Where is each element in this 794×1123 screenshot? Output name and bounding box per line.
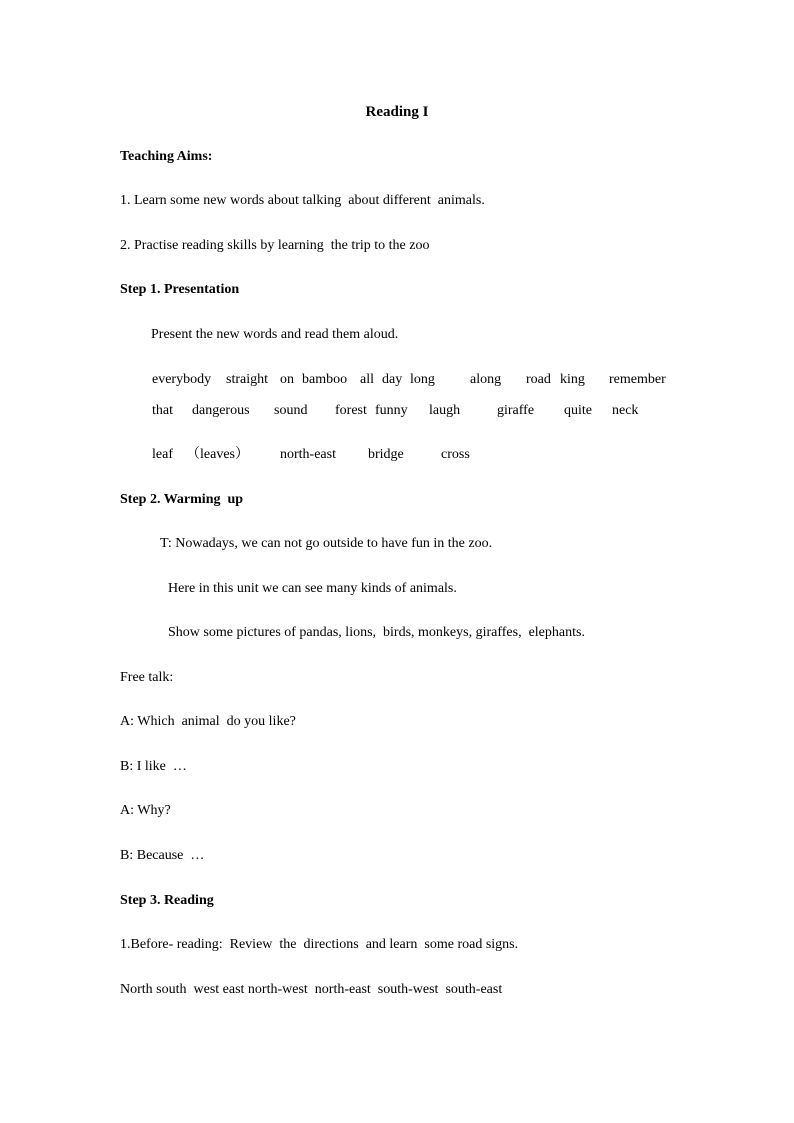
aim-2: 2. Practise reading skills by learning the trip to the zoo bbox=[120, 238, 430, 253]
dialogue-line-2: B: I like … bbox=[120, 759, 187, 774]
vocab-word: remember bbox=[609, 372, 666, 387]
step2-line-2: Here in this unit we can see many kinds of animals. bbox=[168, 581, 457, 596]
vocab-row-2 bbox=[0, 402, 794, 420]
vocab-word: long bbox=[410, 372, 435, 387]
aim-1: 1. Learn some new words about talking about different animals. bbox=[120, 193, 485, 208]
vocab-word: leaf bbox=[152, 447, 173, 462]
page-title: Reading I bbox=[365, 104, 429, 120]
step1-instruction: Present the new words and read them aloud. bbox=[151, 327, 399, 342]
vocab-word: bamboo bbox=[302, 372, 348, 387]
vocab-word: along bbox=[470, 372, 502, 387]
vocab-word: funny bbox=[375, 403, 408, 418]
free-talk-label: Free talk: bbox=[120, 670, 174, 685]
vocab-word: that bbox=[152, 403, 173, 418]
vocab-row-1 bbox=[0, 371, 794, 389]
step1-heading: Step 1. Presentation bbox=[120, 282, 240, 297]
vocab-word: road bbox=[526, 372, 551, 387]
vocab-row-3 bbox=[0, 446, 794, 464]
step2-line-1: T: Nowadays, we can not go outside to have fun in the zoo. bbox=[160, 536, 493, 551]
step3-line-2: North south west east north-west north-east south-west south-east bbox=[120, 982, 503, 997]
vocab-word: laugh bbox=[429, 403, 461, 418]
vocab-word: all bbox=[360, 372, 374, 387]
dialogue-line-1: A: Which animal do you like? bbox=[120, 714, 296, 729]
vocab-word: north-east bbox=[280, 447, 336, 462]
vocab-word: sound bbox=[274, 403, 308, 418]
vocab-word: giraffe bbox=[497, 403, 535, 418]
vocab-word: day bbox=[382, 372, 403, 387]
step2-line-3: Show some pictures of pandas, lions, birds, monkeys, giraffes, elephants. bbox=[168, 625, 585, 640]
vocab-word: （leaves） bbox=[186, 447, 249, 462]
step3-line-1: 1.Before- reading: Review the directions and learn some road signs. bbox=[120, 937, 519, 952]
vocab-word: straight bbox=[226, 372, 268, 387]
vocab-word: dangerous bbox=[192, 403, 250, 418]
step3-heading: Step 3. Reading bbox=[120, 893, 214, 908]
vocab-word: on bbox=[280, 372, 294, 387]
vocab-word: forest bbox=[335, 403, 367, 418]
vocab-word: quite bbox=[564, 403, 592, 418]
teaching-aims-heading: Teaching Aims: bbox=[120, 149, 213, 164]
vocab-word: king bbox=[560, 372, 585, 387]
step2-heading: Step 2. Warming up bbox=[120, 492, 244, 507]
vocab-word: everybody bbox=[152, 372, 212, 387]
dialogue-line-3: A: Why? bbox=[120, 803, 171, 818]
dialogue-line-4: B: Because … bbox=[120, 848, 205, 863]
vocab-word: neck bbox=[612, 403, 639, 418]
vocab-word: bridge bbox=[368, 447, 404, 462]
vocab-word: cross bbox=[441, 447, 470, 462]
